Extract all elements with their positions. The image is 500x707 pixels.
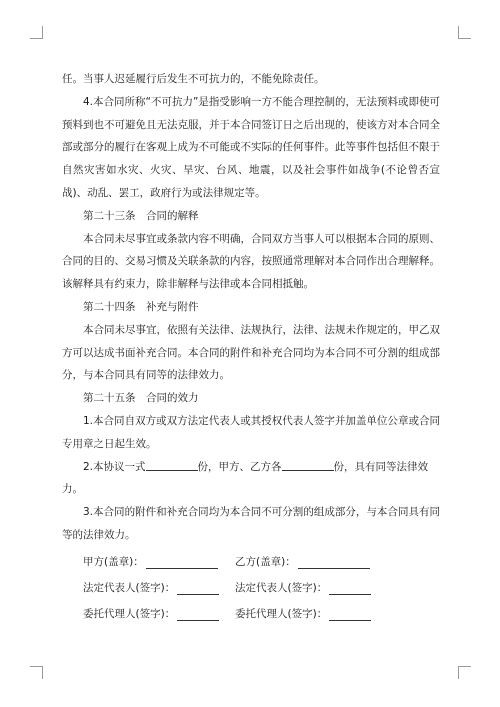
- party-b-agent-label: 委托代理人(签字)：: [235, 608, 328, 621]
- signature-row-legal-rep: [62, 576, 440, 602]
- party-a-agent-blank[interactable]: [177, 608, 219, 621]
- party-b-seal-blank[interactable]: [298, 556, 370, 569]
- paragraph-effectiveness-2: [62, 456, 440, 502]
- party-a-seal-label: 甲方(盖章)：: [83, 556, 144, 569]
- clause2-part2: 份，甲方、乙方各: [197, 460, 282, 473]
- heading-article-25: 第二十五条 合同的效力: [83, 392, 199, 405]
- heading-article-24: 第二十四条 补充与附件: [83, 300, 199, 313]
- paragraph-interpretation: 本合同未尽事宜或条款内容不明确，合同双方当事人可以根据本合同的原则、合同的目的、交易习惯及关联条款的内容，按照通常理解对本合同作出合理解释。该解释具有约束力，除非解释与法律或本合同相抵触。: [62, 232, 440, 291]
- party-a-seal-blank[interactable]: [146, 556, 218, 569]
- party-b-agent: [235, 603, 371, 626]
- crop-mark-bottom-right: [458, 666, 471, 679]
- party-b-seal-label: 乙方(盖章)：: [235, 556, 296, 569]
- crop-mark-top-right: [458, 26, 471, 39]
- paragraph-effectiveness-3: 3.本合同的附件和补充合同均为本合同不可分割的组成部分，与本合同具有同等的法律效力。: [62, 506, 440, 541]
- party-b-legal-rep-blank[interactable]: [329, 582, 371, 595]
- clause2-part1: 2.本协议一式: [83, 460, 146, 473]
- paragraph-supplements: 本合同未尽事宜，依照有关法律、法规执行，法律、法规未作规定的，甲乙双方可以达成书面补充合同。本合同的附件和补充合同均为本合同不可分割的组成部分，与本合同具有同等的法律效力。: [62, 323, 440, 382]
- signature-row-party: [62, 550, 440, 576]
- crop-mark-top-left: [30, 26, 43, 39]
- clause2-part3: 份，具有同等法律效力。: [62, 460, 429, 496]
- heading-article-23: 第二十三条 合同的解释: [83, 209, 199, 222]
- party-a-agent-label: 委托代理人(签字)：: [83, 608, 176, 621]
- document-body: [62, 68, 440, 628]
- paragraph-effectiveness-1: 1.本合同自双方或双方法定代表人或其授权代表人签字并加盖单位公章或合同专用章之日起生效。: [62, 414, 440, 450]
- crop-mark-bottom-left: [30, 666, 43, 679]
- signature-block: [62, 550, 440, 628]
- paragraph-force-majeure-tail: 任。当事人迟延履行后发生不可抗力的，不能免除责任。: [62, 73, 325, 85]
- party-a-legal-rep-label: 法定代表人(签字)：: [83, 582, 176, 595]
- party-b-legal-rep: [235, 577, 371, 600]
- party-b-agent-blank[interactable]: [329, 608, 371, 621]
- party-a-seal: [83, 551, 235, 574]
- party-b-legal-rep-label: 法定代表人(签字)：: [235, 582, 328, 595]
- signature-row-agent: [62, 602, 440, 628]
- party-a-legal-rep-blank[interactable]: [177, 582, 219, 595]
- party-a-agent: [83, 603, 235, 626]
- party-a-legal-rep: [83, 577, 235, 600]
- copies-each-blank[interactable]: [282, 458, 334, 471]
- party-b-seal: [235, 551, 370, 574]
- copies-total-blank[interactable]: [146, 458, 198, 471]
- paragraph-force-majeure-definition: 4.本合同所称“不可抗力”是指受影响一方不能合理控制的，无法预料或即使可预料到也不可避免且无法克服，并于本合同签订日之后出现的，使该方对本合同全部或部分的履行在客观上成为不可能或不实际的任何事件。此等事件包括但不限于自然灾害如水灾、火灾、旱灾、台风、地震，以及社会事件如战争(不论曾否宣战)、动乱、罢工，政府行为或法律规定等。: [62, 95, 440, 199]
